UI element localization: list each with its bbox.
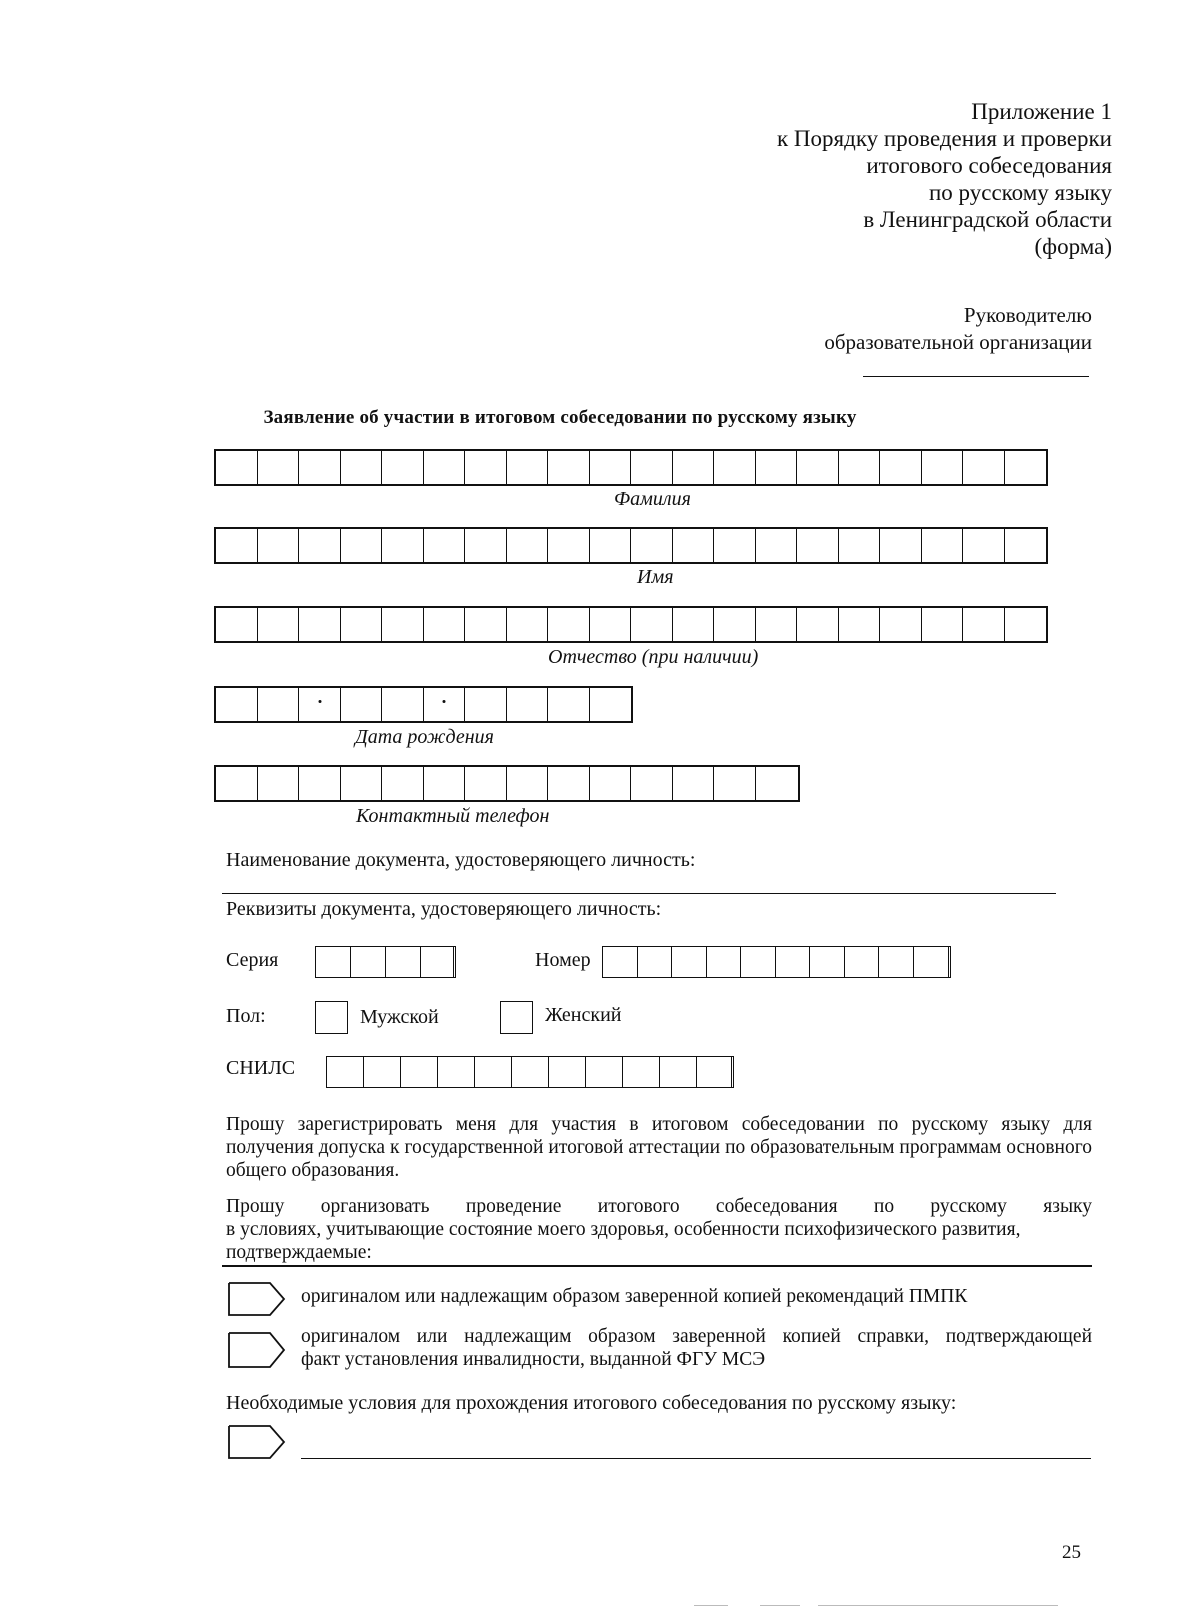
name-cell[interactable] [922,529,963,562]
name-cell[interactable] [756,529,797,562]
sex-label: Пол: [226,1005,266,1027]
snils-cell[interactable] [475,1057,512,1087]
name-cell[interactable] [299,529,341,562]
surname-cell[interactable] [548,451,590,484]
footer-divider [760,1605,800,1606]
patronymic-cell[interactable] [507,608,548,641]
name-cell[interactable] [880,529,922,562]
surname-cell[interactable] [839,451,880,484]
patronymic-cells[interactable] [214,606,1048,643]
necessary-conditions-label: Необходимые условия для прохождения итогового собеседования по русскому языку: [226,1392,957,1414]
name-cell[interactable] [797,529,839,562]
patronymic-cell[interactable] [880,608,922,641]
snils-cell[interactable] [623,1057,660,1087]
conditions-arrow-icon[interactable] [228,1425,286,1459]
patronymic-cell[interactable] [341,608,382,641]
name-cell[interactable] [1005,529,1046,562]
surname-cell[interactable] [922,451,963,484]
disability-option-arrow-icon[interactable] [228,1332,286,1368]
footer-divider [694,1605,728,1606]
surname-cell[interactable] [258,451,299,484]
series-cell[interactable] [386,947,421,977]
series-cell[interactable] [351,947,386,977]
conditions-request-line-2: в условиях, учитывающие состояние моего здоровья, особенности психофизического развития, [226,1219,1021,1240]
patronymic-cell[interactable] [714,608,756,641]
number-cell[interactable] [638,947,672,977]
pmpk-option-arrow-icon[interactable] [228,1282,286,1316]
patronymic-cell[interactable] [839,608,880,641]
patronymic-cell[interactable] [922,608,963,641]
dot-separator [443,700,446,703]
name-label: Имя [637,566,674,588]
number-cells[interactable] [602,946,951,978]
appendix-line: по русскому языку [928,180,1112,205]
addressee-line: Руководителю [963,303,1092,327]
name-cell[interactable] [963,529,1005,562]
birthdate-cell[interactable] [216,688,258,721]
name-cell[interactable] [341,529,382,562]
number-cell[interactable] [914,947,949,977]
surname-cell[interactable] [216,451,258,484]
patronymic-cell[interactable] [548,608,590,641]
conditions-request-line-1: Прошу организовать проведение итогового собеседования по русскому языку [226,1196,1092,1217]
patronymic-label: Отчество (при наличии) [548,646,759,668]
surname-cell[interactable] [424,451,465,484]
appendix-line: в Ленинградской области [863,207,1112,232]
phone-cell[interactable] [714,767,756,800]
id-doc-name-label: Наименование документа, удостоверяющего личность: [226,849,696,871]
birthdate-cell[interactable] [507,688,548,721]
phone-cell[interactable] [756,767,802,800]
surname-cell[interactable] [465,451,507,484]
surname-cells[interactable] [214,449,1048,486]
patronymic-cell[interactable] [590,608,631,641]
appendix-line: к Порядку проведения и проверки [777,126,1112,151]
number-label: Номер [535,949,591,971]
phone-cell[interactable] [590,767,631,800]
name-cell[interactable] [216,529,258,562]
name-cell[interactable] [714,529,756,562]
birthdate-cell[interactable] [258,688,299,721]
number-cell[interactable] [603,947,638,977]
phone-cell[interactable] [548,767,590,800]
number-cell[interactable] [810,947,845,977]
disability-option-line-1: оригиналом или надлежащим образом заверенной копией справки, подтверждающей [301,1326,1092,1347]
birthdate-separator-cell [424,688,465,721]
surname-cell[interactable] [880,451,922,484]
phone-cell[interactable] [216,767,258,800]
name-cell[interactable] [590,529,631,562]
patronymic-cell[interactable] [465,608,507,641]
phone-cell[interactable] [424,767,465,800]
snils-cell[interactable] [586,1057,623,1087]
birthdate-cells[interactable] [214,686,633,723]
addressee-block [824,302,1092,356]
name-cell[interactable] [548,529,590,562]
disability-option-line-2: факт установления инвалидности, выданной ФГУ МСЭ [301,1349,766,1370]
conditions-request-line-3: подтверждаемые: [226,1242,372,1263]
surname-cell[interactable] [1005,451,1046,484]
patronymic-cell[interactable] [258,608,299,641]
female-checkbox[interactable] [500,1001,533,1034]
birthdate-cell[interactable] [465,688,507,721]
patronymic-cell[interactable] [382,608,424,641]
patronymic-cell[interactable] [673,608,714,641]
surname-cell[interactable] [963,451,1005,484]
snils-cell[interactable] [364,1057,401,1087]
surname-cell[interactable] [341,451,382,484]
surname-cell[interactable] [590,451,631,484]
patronymic-cell[interactable] [1005,608,1046,641]
name-cell[interactable] [424,529,465,562]
name-cell[interactable] [465,529,507,562]
name-cell[interactable] [673,529,714,562]
number-cell[interactable] [741,947,776,977]
id-doc-details-label: Реквизиты документа, удостоверяющего личность: [226,898,662,920]
footer-divider [818,1605,1058,1606]
snils-cell[interactable] [697,1057,732,1087]
snils-cell[interactable] [549,1057,586,1087]
snils-cell[interactable] [512,1057,549,1087]
female-label: Женский [545,1004,622,1026]
birthdate-cell[interactable] [590,688,635,721]
surname-label: Фамилия [614,488,691,510]
appendix-line: (форма) [1034,234,1112,259]
surname-cell[interactable] [673,451,714,484]
phone-cell[interactable] [507,767,548,800]
appendix-line: Приложение 1 [971,99,1112,124]
appendix-line: итогового собеседования [866,153,1112,178]
dot-separator [318,700,321,703]
id-doc-name-line[interactable] [222,893,1056,894]
addressee-line: образовательной организации [824,330,1092,354]
male-label: Мужской [360,1006,439,1028]
number-cell[interactable] [879,947,914,977]
surname-cell[interactable] [756,451,797,484]
name-cells[interactable] [214,527,1048,564]
addressee-signature-line[interactable] [863,376,1089,377]
snils-cell[interactable] [327,1057,364,1087]
confirmed-by-line [222,1265,1092,1267]
surname-cell[interactable] [797,451,839,484]
page-number: 25 [1062,1542,1081,1563]
snils-label: СНИЛС [226,1057,296,1079]
name-cell[interactable] [839,529,880,562]
number-cell[interactable] [776,947,810,977]
form-title: Заявление об участии в итоговом собеседовании по русскому языку [263,407,857,428]
pmpk-option-label: оригиналом или надлежащим образом заверенной копией рекомендаций ПМПК [301,1286,968,1307]
patronymic-cell[interactable] [299,608,341,641]
name-cell[interactable] [631,529,673,562]
phone-cell[interactable] [382,767,424,800]
snils-cell[interactable] [660,1057,697,1087]
phone-label: Контактный телефон [356,805,550,827]
patronymic-cell[interactable] [963,608,1005,641]
number-cell[interactable] [672,947,707,977]
number-cell[interactable] [707,947,741,977]
surname-cell[interactable] [714,451,756,484]
phone-cell[interactable] [341,767,382,800]
name-cell[interactable] [507,529,548,562]
snils-cells[interactable] [326,1056,734,1088]
series-cells[interactable] [315,946,456,978]
birthdate-cell[interactable] [548,688,590,721]
patronymic-cell[interactable] [631,608,673,641]
series-cell[interactable] [316,947,351,977]
phone-cells[interactable] [214,765,800,802]
birthdate-separator-cell [299,688,341,721]
snils-cell[interactable] [438,1057,475,1087]
patronymic-cell[interactable] [756,608,797,641]
phone-cell[interactable] [465,767,507,800]
surname-cell[interactable] [382,451,424,484]
surname-cell[interactable] [299,451,341,484]
birthdate-cell[interactable] [382,688,424,721]
series-label: Серия [226,949,279,971]
patronymic-cell[interactable] [216,608,258,641]
phone-cell[interactable] [631,767,673,800]
patronymic-cell[interactable] [797,608,839,641]
surname-cell[interactable] [631,451,673,484]
name-cell[interactable] [382,529,424,562]
patronymic-cell[interactable] [424,608,465,641]
conditions-input-line[interactable] [301,1458,1091,1459]
snils-cell[interactable] [401,1057,438,1087]
surname-cell[interactable] [507,451,548,484]
name-cell[interactable] [258,529,299,562]
birthdate-cell[interactable] [341,688,382,721]
series-cell[interactable] [421,947,454,977]
registration-request-paragraph: Прошу зарегистрировать меня для участия в итоговом собеседовании по русскому языку для получения допуска к государственной итоговой аттестации по образовательным программам основного общего образования. [226,1114,1092,1181]
appendix-block [777,98,1112,260]
birthdate-label: Дата рождения [355,726,494,748]
male-checkbox[interactable] [315,1001,348,1034]
phone-cell[interactable] [299,767,341,800]
number-cell[interactable] [845,947,879,977]
phone-cell[interactable] [673,767,714,800]
phone-cell[interactable] [258,767,299,800]
